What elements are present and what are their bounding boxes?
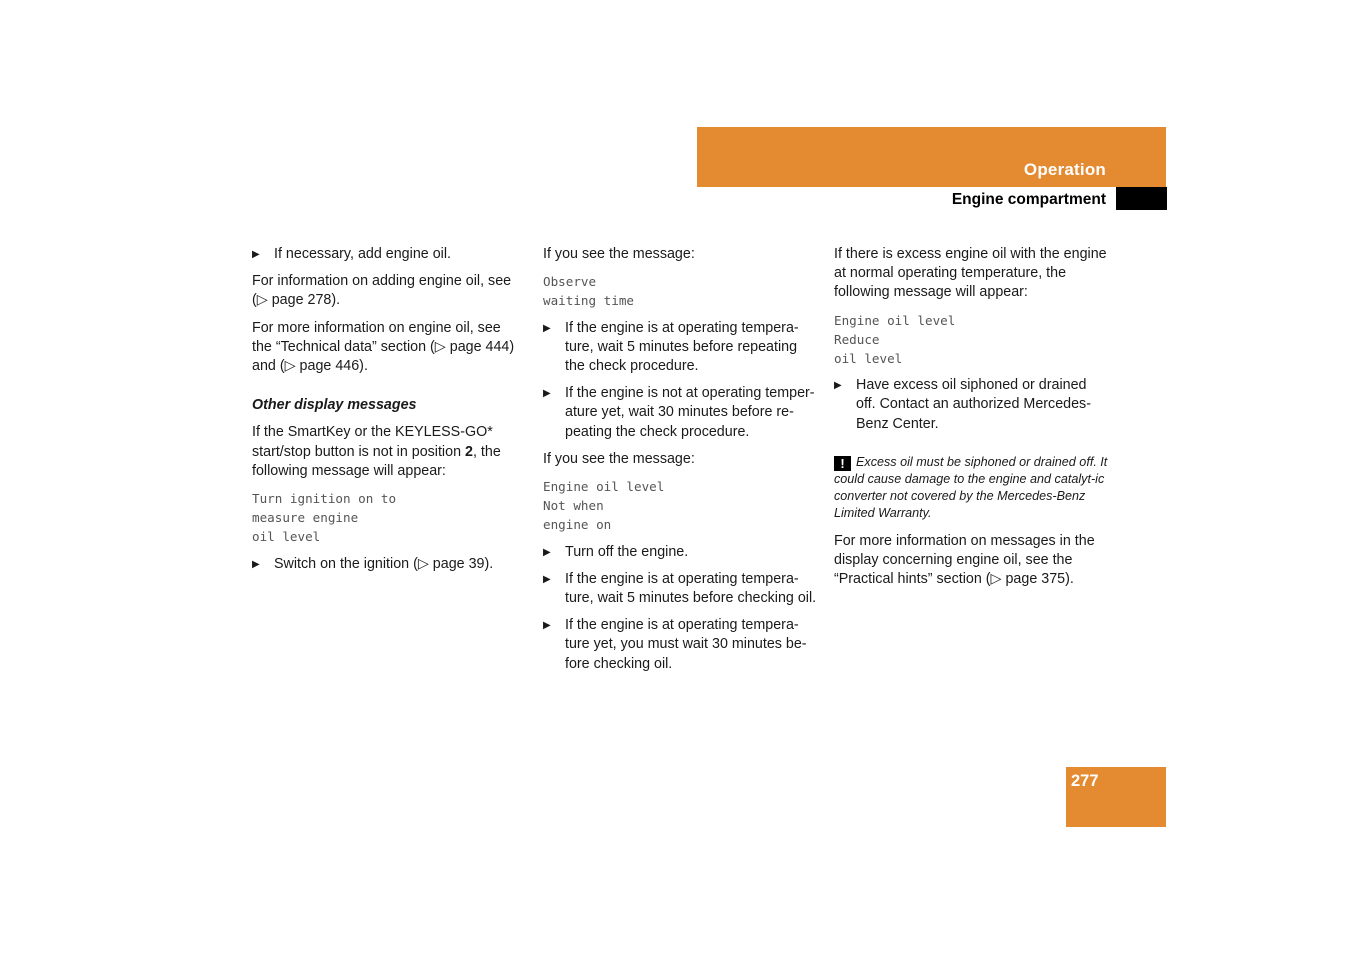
bullet-arrow-icon: ▶ xyxy=(543,620,551,632)
paragraph: For more information on messages in the display concerning engine oil, see the “Practical hints” section (▷ page 375). xyxy=(834,532,1095,588)
subsection-title: Engine compartment xyxy=(951,191,1106,208)
step-text: If necessary, add engine oil. xyxy=(274,246,451,262)
display-line: measure engine xyxy=(252,510,359,526)
display-line: Observe xyxy=(543,274,597,290)
column-2 xyxy=(543,245,818,682)
instruction-step xyxy=(543,616,818,674)
step-text: If the engine is at operating tempera-ture, wait 5 minutes before checking oil. xyxy=(565,570,817,607)
paragraph: If there is excess engine oil with the engine at normal operating temperature, the following message will appear: xyxy=(834,246,1107,301)
step-text: Turn off the engine. xyxy=(565,543,689,560)
instruction-step xyxy=(252,555,524,574)
display-message xyxy=(543,272,818,310)
warning-text: Excess oil must be siphoned or drained off. It could cause damage to the engine and catalyt-ic converter not covered by the Mercedes-Benz Limited Warranty. xyxy=(834,454,1108,520)
instruction-step xyxy=(834,376,1110,434)
paragraph: For information on adding engine oil, see (▷ page 278). xyxy=(252,273,512,309)
instruction-step xyxy=(252,245,524,264)
display-line: oil level xyxy=(834,351,903,367)
warning-icon: ! xyxy=(834,456,851,471)
bullet-arrow-icon: ▶ xyxy=(543,388,551,400)
step-text: Switch on the ignition (▷ page 39). xyxy=(274,555,494,572)
bullet-arrow-icon: ▶ xyxy=(543,546,551,558)
paragraph: If you see the message: xyxy=(543,450,695,467)
bullet-arrow-icon: ▶ xyxy=(252,558,260,570)
display-line: Not when xyxy=(543,498,604,514)
bullet-arrow-icon: ▶ xyxy=(252,249,260,260)
paragraph-text: If the SmartKey or the KEYLESS-GO* start/stop button is not in position xyxy=(252,424,493,460)
display-line: Reduce xyxy=(834,331,880,347)
step-text: If the engine is at operating tempera-ture yet, you must wait 30 minutes be-fore checking oil. xyxy=(565,617,807,672)
paragraph-text: , the following message will appear: xyxy=(252,443,501,479)
display-line: Turn ignition on to xyxy=(252,491,397,507)
paragraph xyxy=(252,423,524,481)
paragraph: If you see the message: xyxy=(543,246,695,262)
step-text: If the engine is not at operating temper-ature yet, wait 30 minutes before re-peating the check procedure. xyxy=(565,385,815,440)
instruction-step xyxy=(543,319,818,377)
step-text: If the engine is at operating tempera-ture, wait 5 minutes before repeating the check procedure. xyxy=(565,319,799,375)
display-line: engine on xyxy=(543,517,612,533)
page-number: 277 xyxy=(1071,772,1099,790)
section-tab xyxy=(1116,187,1167,210)
bullet-arrow-icon: ▶ xyxy=(543,322,551,334)
paragraph: For more information on engine oil, see the “Technical data” section (▷ page 444) and (▷ page 446). xyxy=(252,319,515,375)
display-message xyxy=(252,489,524,547)
column-1 xyxy=(252,245,524,582)
subheading: Other display messages xyxy=(252,397,417,414)
display-message xyxy=(834,311,1110,369)
display-line: Engine oil level xyxy=(834,312,956,328)
bullet-arrow-icon: ▶ xyxy=(543,573,551,585)
instruction-step xyxy=(543,570,818,608)
bullet-arrow-icon: ▶ xyxy=(834,380,842,392)
instruction-step xyxy=(543,543,818,562)
step-text: Have excess oil siphoned or drained off. Contact an authorized Mercedes-Benz Center. xyxy=(856,377,1091,432)
position-number: 2 xyxy=(465,443,473,460)
display-message xyxy=(543,477,818,535)
display-line: waiting time xyxy=(543,293,634,309)
instruction-step xyxy=(543,384,818,442)
section-title: Operation xyxy=(1023,160,1106,179)
display-line: oil level xyxy=(252,529,321,545)
display-line: Engine oil level xyxy=(543,479,665,495)
warning-note xyxy=(834,454,1110,522)
column-3 xyxy=(834,245,1110,597)
